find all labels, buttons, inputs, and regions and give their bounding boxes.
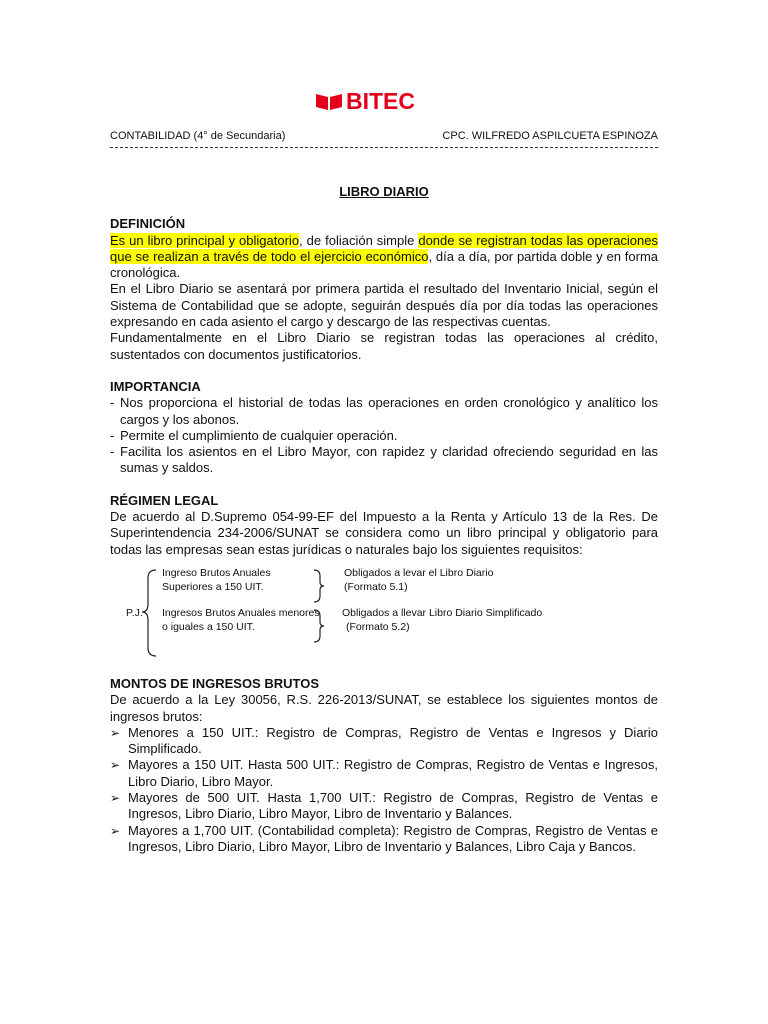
arrow-bullet-icon: ➢ [110, 758, 121, 773]
row1-right-line2: (Formato 5.1) [344, 580, 408, 593]
row1-left-line2: Superiores a 150 UIT. [162, 580, 264, 593]
row1-right-line1: Obligados a levar el Libro Diario [344, 566, 494, 579]
section-heading-definicion: DEFINICIÓN [110, 216, 186, 232]
list-item [110, 725, 658, 758]
list-item: - Facilita los asientos en el Libro Mayor, con rapidez y claridad ofreciendo seguridad en las sumas y saldos. [110, 444, 658, 477]
document-body [110, 184, 658, 855]
bitec-logo [314, 88, 454, 114]
arrow-bullet-icon: ➢ [110, 725, 121, 740]
pj-requirements-diagram [110, 564, 658, 660]
text-run: , día a día, por partida doble y en forma cronológica. [110, 248, 658, 281]
list-item-text: Mayores de 500 UIT. Hasta 1,700 UIT.: Registro de Compras, Registro de Ventas e Ingresos, Libro Diario, Libro Mayor, Libro de Inventario y Balances. [128, 790, 658, 822]
arrow-bullet-icon: ➢ [110, 791, 121, 806]
montos-list [110, 725, 658, 855]
arrow-bullet-icon: ➢ [110, 823, 121, 838]
list-item-text: Mayores a 1,700 UIT. (Contabilidad completa): Registro de Compras, Registro de Ventas e Ingresos, Libro Diario, Libro Mayor, Libro de Inventario y Balances, Libro Caja y Bancos. [128, 822, 658, 854]
row2-left-line1: Ingresos Brutos Anuales menores [162, 606, 320, 619]
regimen-paragraph: De acuerdo al D.Supremo 054-99-EF del Impuesto a la Renta y Artículo 13 de la Res. De Superintendencia 234-2006/SUNAT se considera como un libro principal y obligatorio para todas las empresas sean estas jurídicas o naturales bajo los siguientes requisitos: [110, 509, 658, 557]
list-item: - Nos proporciona el historial de todas las operaciones en orden cronológico y analítico los cargos y los abonos. [110, 395, 658, 428]
section-heading-montos: MONTOS DE INGRESOS BRUTOS [110, 675, 319, 691]
section-heading-regimen: RÉGIMEN LEGAL [110, 492, 219, 508]
text-run: , de foliación simple [299, 232, 419, 248]
right-brace-top [314, 570, 324, 602]
logo-wordmark: BITEC [346, 88, 415, 114]
open-book-icon [316, 94, 342, 110]
importancia-list [110, 395, 658, 476]
header-divider [110, 147, 658, 148]
pj-label: P.J. [126, 606, 143, 619]
row2-right-line1: Obligados a llevar Libro Diario Simplificado [342, 606, 543, 619]
list-item-text: Mayores a 150 UIT. Hasta 500 UIT.: Registro de Compras, Registro de Ventas e Ingresos, Libro Diario, Libro Mayor. [128, 757, 658, 789]
list-item [110, 823, 658, 856]
document-title: LIBRO DIARIO [339, 184, 429, 199]
header-author: CPC. WILFREDO ASPILCUETA ESPINOZA [442, 130, 658, 142]
definicion-paragraph-1 [110, 233, 658, 282]
definicion-paragraph-2: En el Libro Diario se asentará por primera partida el resultado del Inventario Inicial, según el Sistema de Contabilidad que se adopte, seguirán después día por día todas las operaciones expresando en cada asiento el cargo y descargo de las respectivas cuentas. [110, 281, 658, 330]
row1-left-line1: Ingreso Brutos Anuales [162, 566, 271, 579]
highlight-1: Es un libro principal y obligatorio [110, 232, 300, 248]
list-item: - Permite el cumplimiento de cualquier operación. [110, 428, 658, 444]
list-item [110, 790, 658, 823]
list-item-text: Menores a 150 UIT.: Registro de Compras, Registro de Ventas e Ingresos y Diario Simplificado. [128, 724, 658, 757]
left-brace [142, 570, 156, 656]
montos-paragraph: De acuerdo a la Ley 30056, R.S. 226-2013/SUNAT, se establece los siguientes montos de ingresos brutos: [110, 692, 658, 724]
row2-left-line2: o iguales a 150 UIT. [162, 620, 255, 633]
highlight-2: donde se registran todas las operaciones que se realizan a través de todo el ejercicio económico [110, 232, 658, 264]
row2-right-line2: (Formato 5.2) [346, 620, 410, 633]
section-heading-importancia: IMPORTANCIA [110, 378, 201, 394]
header-subject: CONTABILIDAD (4° de Secundaria) [110, 130, 286, 142]
list-item [110, 757, 658, 790]
definicion-paragraph-3: Fundamentalmente en el Libro Diario se registran todas las operaciones al crédito, sustentados con documentos justificatorios. [110, 330, 658, 362]
